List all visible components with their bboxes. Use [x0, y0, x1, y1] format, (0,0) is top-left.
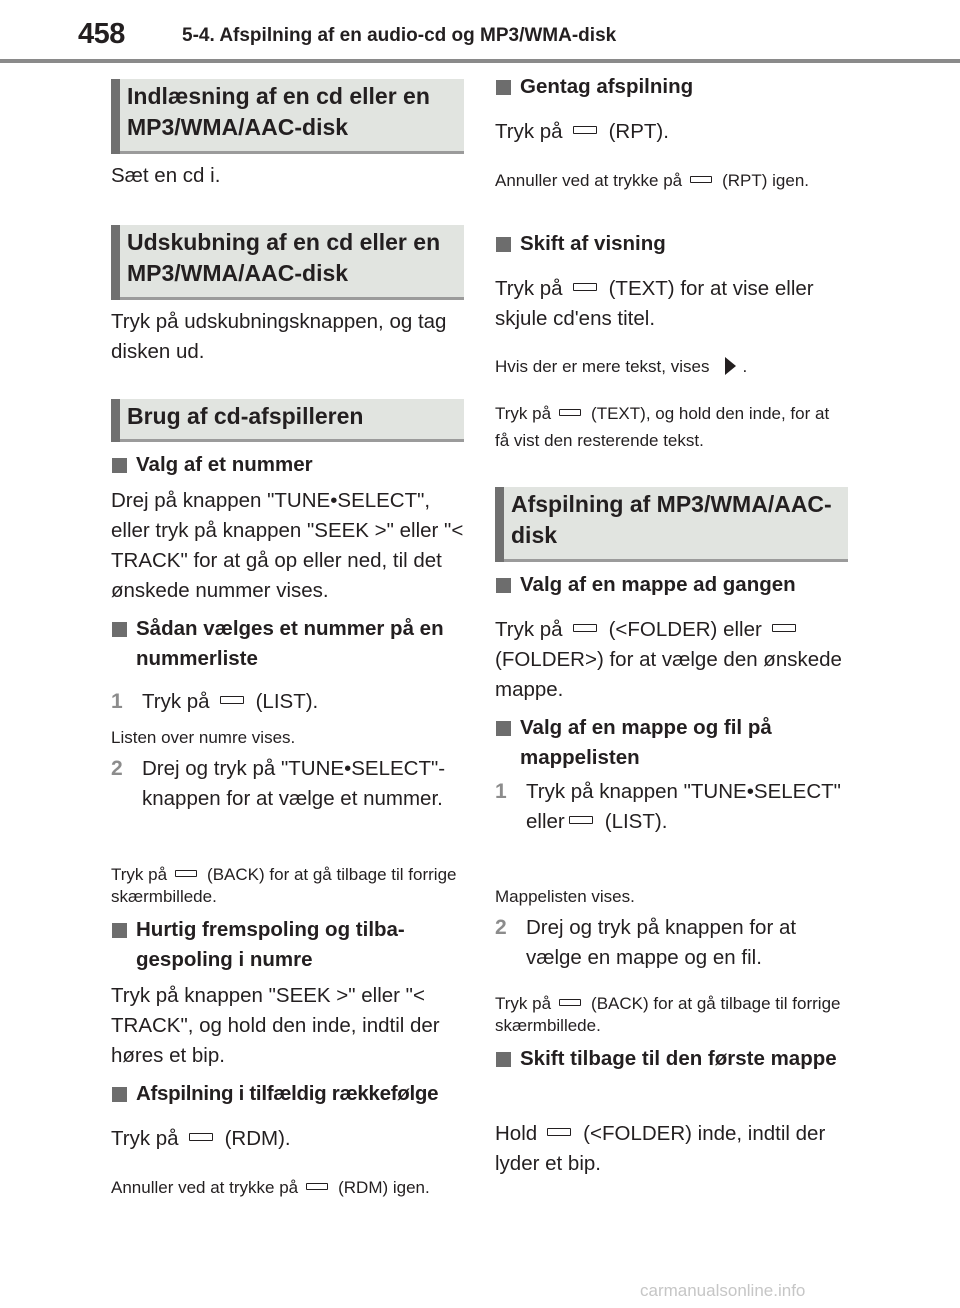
- change-view-text: Tryk på (TEXT) for at vise eller skjule cd'ens titel.: [495, 277, 814, 330]
- load-disc-text: Sæt en cd i.: [111, 164, 221, 187]
- more-text-arrow-icon: [725, 357, 736, 375]
- folder-step-1: 1 Tryk på knappen "TUNE•SELECT" eller (LIST).: [495, 777, 848, 837]
- button-icon: [573, 624, 597, 632]
- step-number: 2: [111, 757, 123, 780]
- button-icon: [573, 126, 597, 134]
- step-number: 2: [495, 916, 507, 939]
- step-2: 2 Drej og tryk på "TUNE•SELECT"-knappen for at vælge et nummer.: [111, 754, 464, 814]
- page-header: [0, 0, 960, 66]
- button-icon: [772, 624, 796, 632]
- step-1-note: Listen over numre vises.: [111, 728, 296, 747]
- bullet-square-icon: [496, 578, 511, 593]
- subhead-repeat: Gentag afspilning: [495, 72, 848, 102]
- page-number: 458: [78, 18, 125, 50]
- bullet-square-icon: [496, 1052, 511, 1067]
- subhead-track-list: Sådan vælges et nummer på en nummerliste: [111, 614, 464, 674]
- watermark: carmanualsonline.info: [640, 1281, 806, 1300]
- bullet-square-icon: [112, 923, 127, 938]
- button-icon: [559, 999, 581, 1006]
- fast-forward-text: Tryk på knappen "SEEK >" eller "< TRACK", og hold den inde, indtil der høres et bip.: [111, 984, 440, 1067]
- repeat-text: Tryk på (RPT).: [495, 120, 669, 143]
- random-cancel-note: Annuller ved at trykke på (RDM) igen.: [111, 1178, 430, 1197]
- bullet-square-icon: [496, 80, 511, 95]
- step-number: 1: [495, 780, 507, 803]
- bullet-square-icon: [112, 1087, 127, 1102]
- section-heading-eject-disc: Udskubning af en cd eller en MP3/WMA/AAC-disk: [111, 225, 464, 300]
- folder-step-2: 2 Drej og tryk på knappen for at vælge en mappe og en fil.: [495, 913, 848, 973]
- section-heading-mp3-playback: Afspilning af MP3/WMA/AAC-disk: [495, 487, 848, 562]
- subhead-first-folder: Skift tilbage til den første mappe: [495, 1044, 848, 1074]
- button-icon: [559, 409, 581, 416]
- folder-select-text: Tryk på (<FOLDER) eller(FOLDER>) for at vælge den ønskede mappe.: [495, 618, 842, 701]
- header-rule: [0, 59, 960, 63]
- subhead-random-play: Afspilning i tilfældig rækkefølge: [111, 1079, 464, 1109]
- button-icon: [690, 176, 712, 183]
- button-icon: [175, 870, 197, 877]
- subhead-select-track: Valg af et nummer: [111, 450, 464, 480]
- button-icon: [189, 1133, 213, 1141]
- eject-disc-text: Tryk på udskubningsknappen, og tag disken ud.: [111, 310, 447, 363]
- folder-back-note: Tryk på (BACK) for at gå tilbage til forrige skærmbillede.: [495, 994, 841, 1035]
- more-text-note: Hvis der er mere tekst, vises .: [495, 357, 748, 376]
- subhead-change-view: Skift af visning: [495, 229, 848, 259]
- button-icon: [569, 816, 593, 824]
- chapter-title: 5-4. Afspilning af en audio-cd og MP3/WMA-disk: [182, 25, 617, 46]
- bullet-square-icon: [496, 721, 511, 736]
- subhead-folder-file-list: Valg af en mappe og fil på mappelisten: [495, 713, 848, 773]
- subhead-folder-select: Valg af en mappe ad gangen: [495, 570, 848, 600]
- section-heading-load-disc: Indlæsning af en cd eller en MP3/WMA/AAC-disk: [111, 79, 464, 154]
- button-icon: [306, 1183, 328, 1190]
- step-1: 1 Tryk på (LIST).: [111, 687, 464, 717]
- step-number: 1: [111, 690, 123, 713]
- button-icon: [547, 1128, 571, 1136]
- first-folder-text: Hold (<FOLDER) inde, indtil der lyder et bip.: [495, 1122, 826, 1175]
- button-icon: [220, 696, 244, 704]
- subhead-fast-forward: Hurtig fremspoling og tilba-gespoling i numre: [111, 915, 464, 975]
- button-icon: [573, 283, 597, 291]
- bullet-square-icon: [112, 622, 127, 637]
- select-track-text: Drej på knappen "TUNE•SELECT", eller tryk på knappen "SEEK >" eller "< TRACK" for at gå op eller ned, til det ønskede nummer vises.: [111, 489, 464, 602]
- bullet-square-icon: [112, 458, 127, 473]
- folder-step-1-note: Mappelisten vises.: [495, 887, 635, 906]
- hold-text-note: Tryk på (TEXT), og hold den inde, for at få vist den resterende tekst.: [495, 404, 830, 450]
- section-heading-cd-player: Brug af cd-afspilleren: [111, 399, 464, 442]
- repeat-cancel-note: Annuller ved at trykke på (RPT) igen.: [495, 171, 810, 190]
- bullet-square-icon: [496, 237, 511, 252]
- random-play-text: Tryk på (RDM).: [111, 1127, 291, 1150]
- back-note: Tryk på (BACK) for at gå tilbage til forrige skærmbillede.: [111, 865, 457, 906]
